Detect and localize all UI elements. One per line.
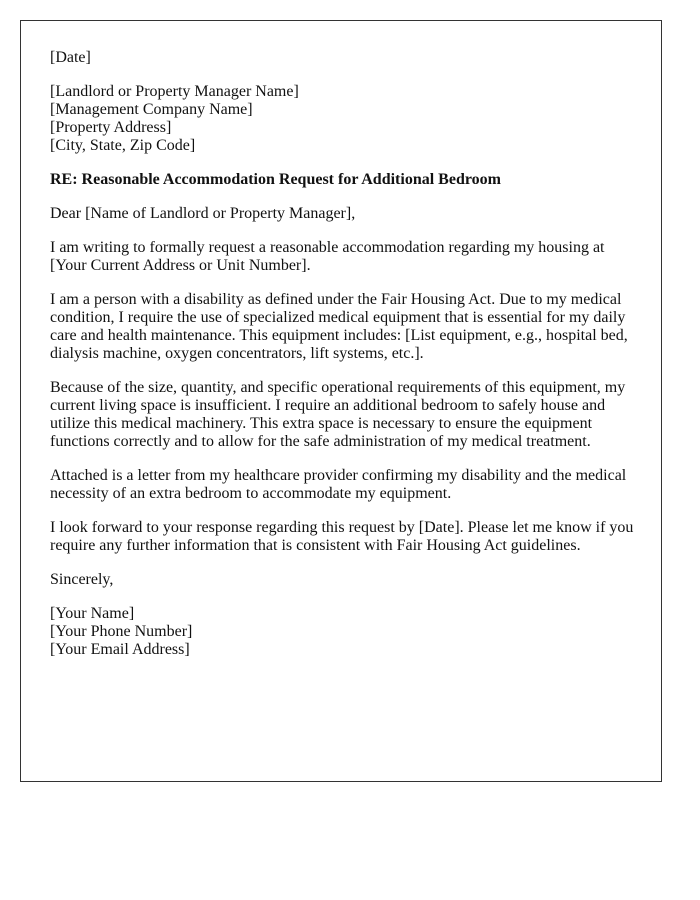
body-paragraph-intro: I am writing to formally request a reasonable accommodation regarding my housing at [Your Current Address or Unit Number]. bbox=[50, 239, 605, 274]
letter-body bbox=[50, 49, 637, 675]
salutation: Dear [Name of Landlord or Property Manager], bbox=[50, 205, 356, 222]
body-paragraph-space-need: Because of the size, quantity, and specific operational requirements of this equipment, my current living space is insufficient. I require an additional bedroom to safely house and utilize this medical machinery. This extra space is necessary to ensure the equipment functions correctly and to allow for the safe administration of my medical treatment. bbox=[50, 379, 626, 450]
recipient-street-address: [Property Address] bbox=[50, 119, 172, 136]
closing: Sincerely, bbox=[50, 571, 114, 588]
recipient-name: [Landlord or Property Manager Name] bbox=[50, 83, 299, 100]
recipient-address-block bbox=[50, 83, 637, 155]
sender-email: [Your Email Address] bbox=[50, 641, 190, 658]
body-paragraph-attachment: Attached is a letter from my healthcare provider confirming my disability and the medical necessity of an extra bedroom to accommodate my equipment. bbox=[50, 467, 627, 502]
body-paragraph-response: I look forward to your response regarding this request by [Date]. Please let me know if you require any further information that is consistent with Fair Housing Act guidelines. bbox=[50, 519, 634, 554]
recipient-company: [Management Company Name] bbox=[50, 101, 253, 118]
letter-date: [Date] bbox=[50, 49, 91, 66]
letter-page bbox=[20, 20, 662, 782]
subject-line: RE: Reasonable Accommodation Request for Additional Bedroom bbox=[50, 171, 501, 188]
sender-phone: [Your Phone Number] bbox=[50, 623, 193, 640]
sender-name: [Your Name] bbox=[50, 605, 135, 622]
recipient-city-state-zip: [City, State, Zip Code] bbox=[50, 137, 196, 154]
signature-block bbox=[50, 605, 637, 659]
body-paragraph-disability: I am a person with a disability as defined under the Fair Housing Act. Due to my medical condition, I require the use of specialized medical equipment that is essential for my daily care and health maintenance. This equipment includes: [List equipment, e.g., hospital bed, dialysis machine, oxygen concentrators, lift systems, etc.]. bbox=[50, 291, 628, 362]
